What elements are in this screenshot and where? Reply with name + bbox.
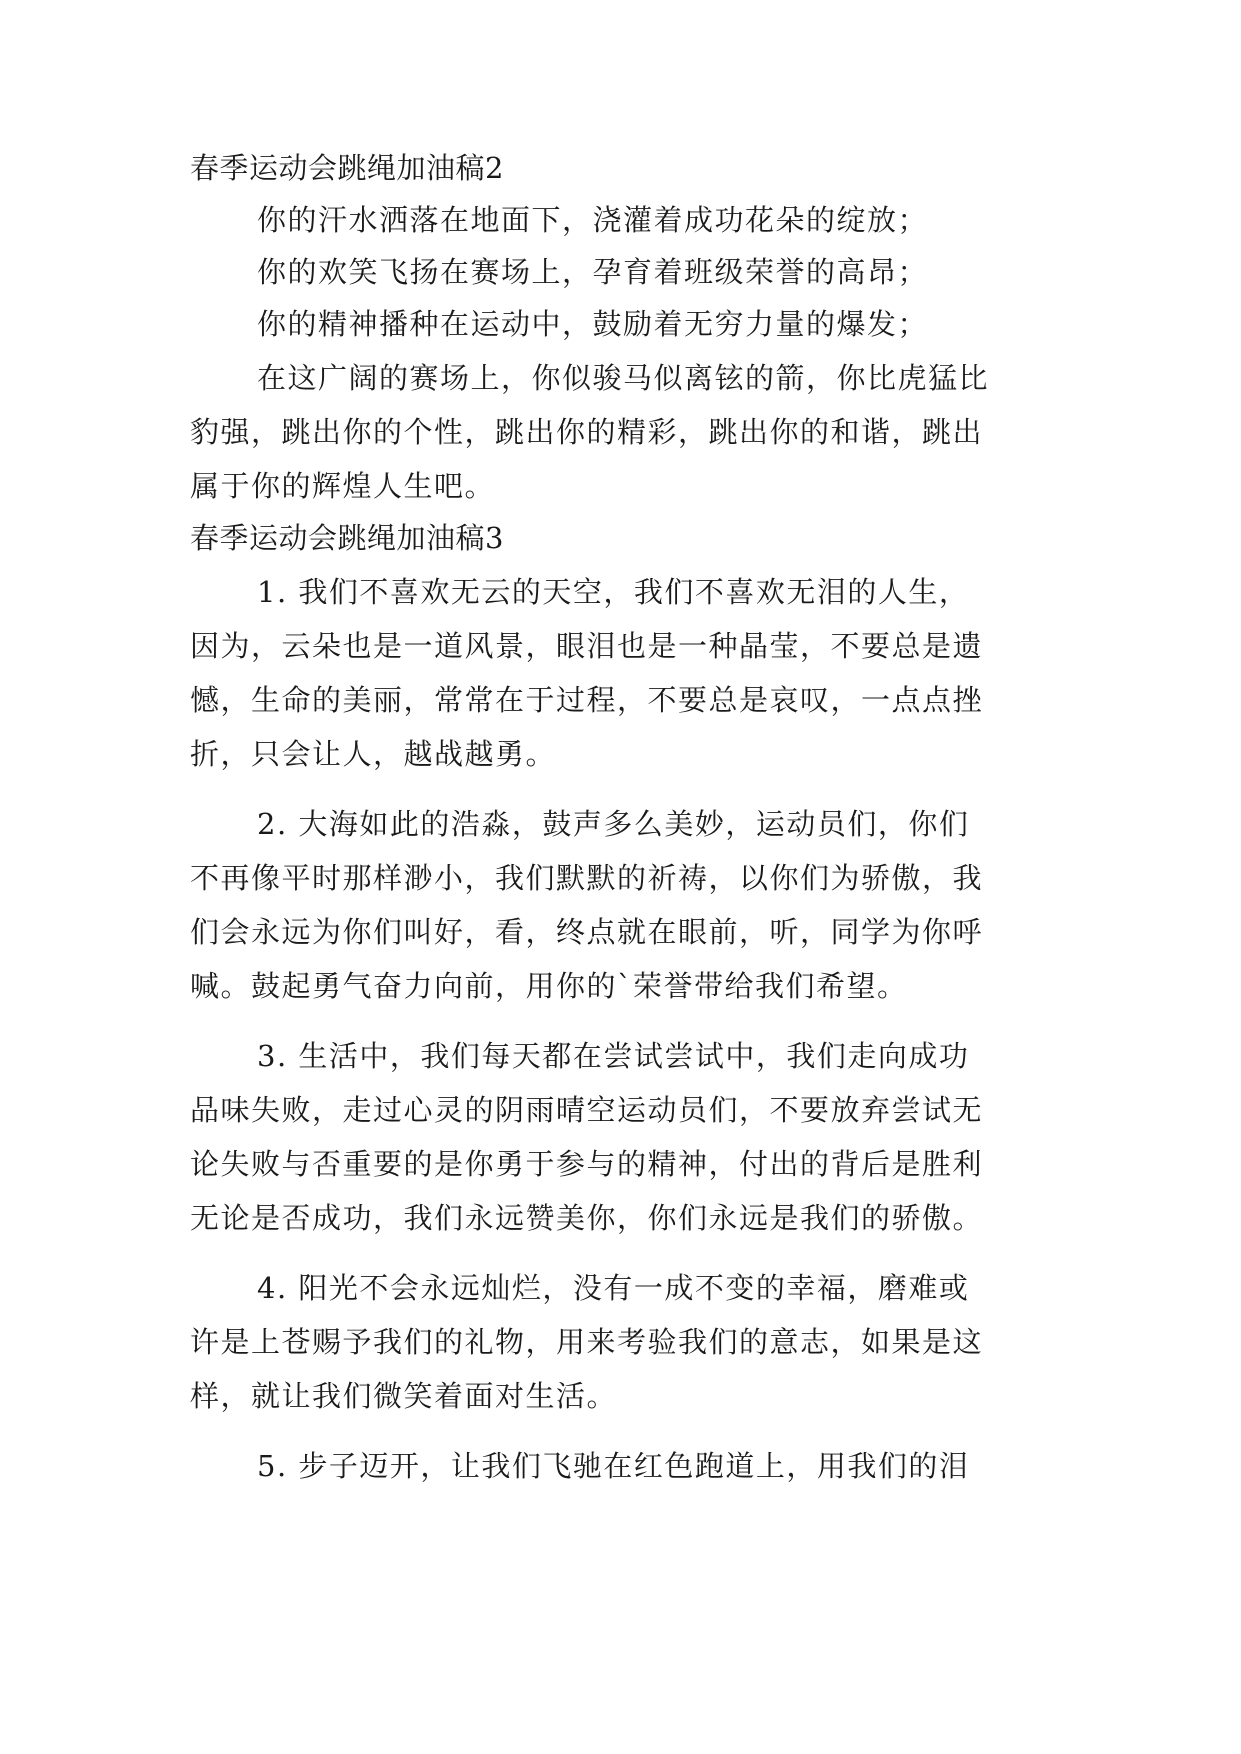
list-item-line: 无论是否成功，我们永远赞美你，你们永远是我们的骄傲。 xyxy=(190,1201,984,1235)
list-item-line: 品味失败，走过心灵的阴雨晴空运动员们，不要放弃尝试无 xyxy=(190,1093,984,1127)
list-item-line: 憾，生命的美丽，常常在于过程，不要总是哀叹，一点点挫 xyxy=(190,683,984,717)
list-item-line: 喊。鼓起勇气奋力向前，用你的`荣誉带给我们希望。 xyxy=(190,969,908,1003)
list-item-line: 3. 生活中，我们每天都在尝试尝试中，我们走向成功 xyxy=(257,1039,970,1073)
list-item-line: 4. 阳光不会永远灿烂，没有一成不变的幸福，磨难或 xyxy=(257,1271,970,1305)
section-heading: 春季运动会跳绳加油稿3 xyxy=(190,521,504,555)
list-item-line: 1. 我们不喜欢无云的天空，我们不喜欢无泪的人生， xyxy=(257,575,970,609)
list-item-line: 论失败与否重要的是你勇于参与的精神，付出的背后是胜利 xyxy=(190,1147,984,1181)
paragraph-line: 属于你的辉煌人生吧。 xyxy=(190,469,496,503)
list-item-line: 2. 大海如此的浩淼，鼓声多么美妙，运动员们，你们 xyxy=(257,807,970,841)
list-item-line: 折，只会让人，越战越勇。 xyxy=(190,737,557,771)
list-item-line: 们会永远为你们叫好，看，终点就在眼前，听，同学为你呼 xyxy=(190,915,984,949)
list-item-line: 因为，云朵也是一道风景，眼泪也是一种晶莹，不要总是遗 xyxy=(190,629,984,663)
paragraph-line: 在这广阔的赛场上，你似骏马似离铉的箭，你比虎猛比 xyxy=(257,361,990,395)
paragraph-line: 你的精神播种在运动中，鼓励着无穷力量的爆发； xyxy=(257,307,929,341)
paragraph-line: 你的欢笑飞扬在赛场上，孕育着班级荣誉的高昂； xyxy=(257,255,929,289)
list-item-line: 5. 步子迈开，让我们飞驰在红色跑道上，用我们的泪 xyxy=(257,1449,970,1483)
list-item-line: 样，就让我们微笑着面对生活。 xyxy=(190,1379,618,1413)
list-item-line: 许是上苍赐予我们的礼物，用来考验我们的意志，如果是这 xyxy=(190,1325,984,1359)
paragraph-line: 你的汗水洒落在地面下，浇灌着成功花朵的绽放； xyxy=(257,203,929,237)
list-item-line: 不再像平时那样渺小，我们默默的祈祷，以你们为骄傲，我 xyxy=(190,861,984,895)
paragraph-line: 豹强，跳出你的个性，跳出你的精彩，跳出你的和谐，跳出 xyxy=(190,415,984,449)
section-heading: 春季运动会跳绳加油稿2 xyxy=(190,151,504,185)
